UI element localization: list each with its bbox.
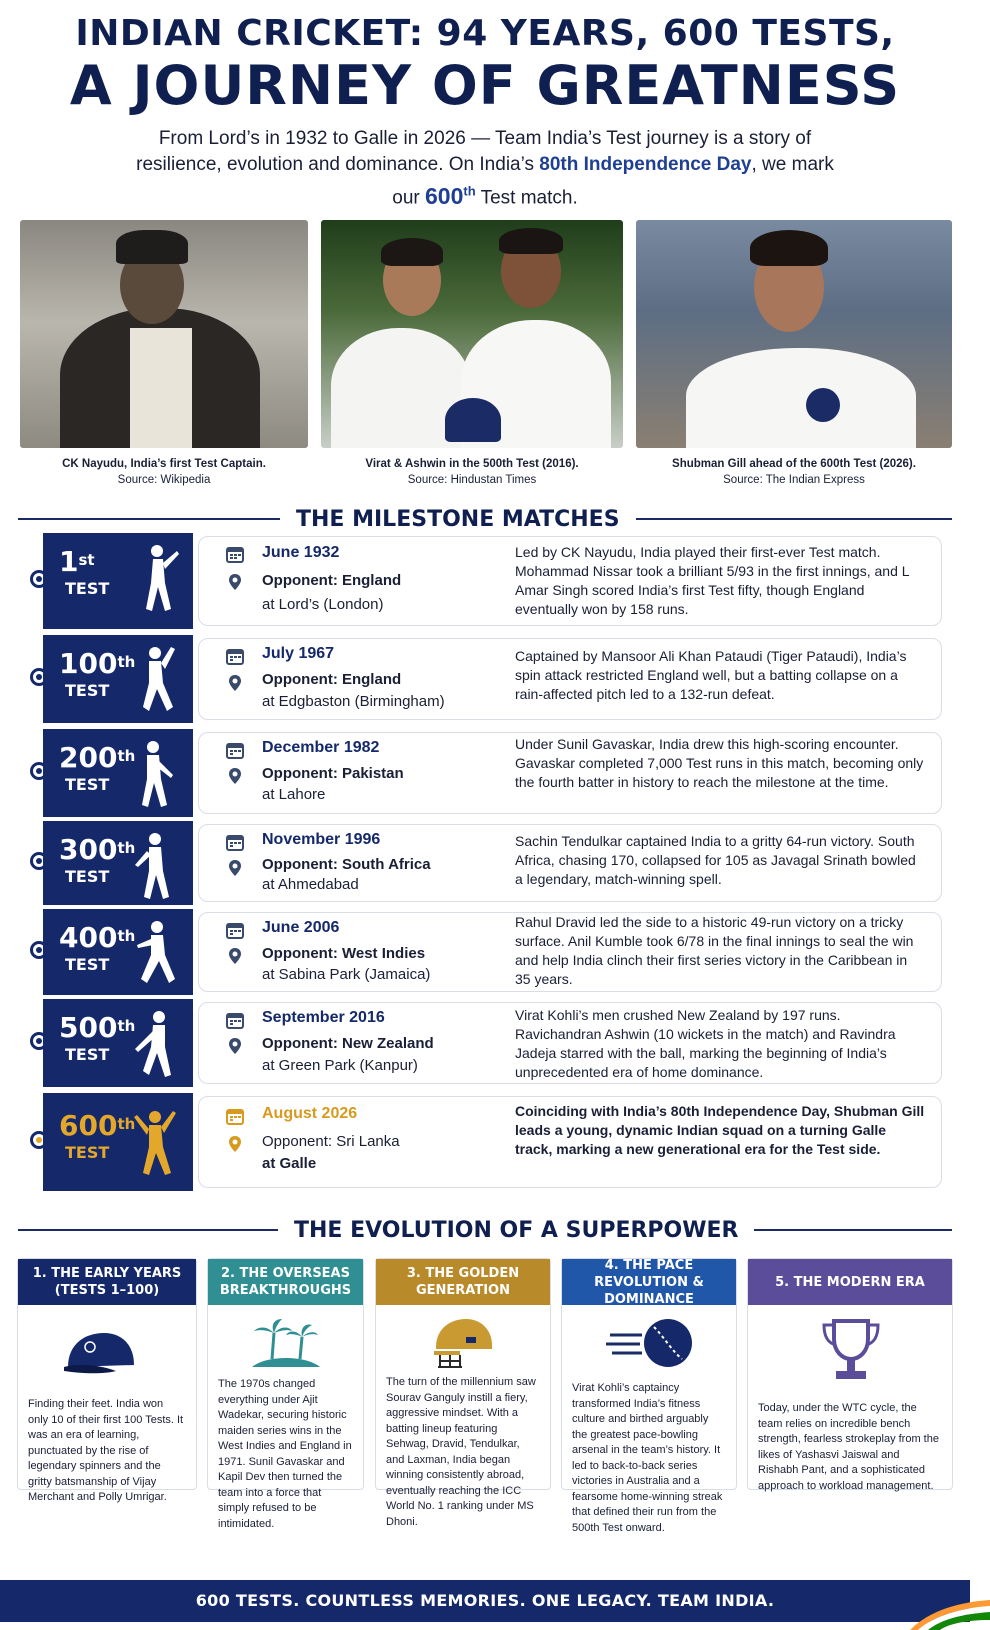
number: 200 [59,741,118,774]
era-card-overseas [207,1258,364,1530]
match-venue: at Lord’s (London) [262,596,384,613]
era-card-early-years [17,1258,197,1503]
batsman-icon [127,739,179,813]
section-title: THE MILESTONE MATCHES [296,506,620,532]
intro-text [125,126,845,212]
badge-number [59,649,135,679]
location-pin-icon [226,947,244,965]
match-opponent: Opponent: Sri Lanka [262,1133,400,1150]
footer-banner [0,1580,970,1622]
match-date: August 2026 [262,1105,358,1122]
photo-ck-nayudu [20,220,308,488]
batting-helmet-icon [430,1317,496,1369]
location-pin-icon [226,1037,244,1055]
number: 300 [59,833,118,866]
caption-source: Source: Hindustan Times [407,474,537,486]
badge-test: TEST [65,1143,110,1162]
calendar-icon [226,545,244,563]
tricolour-flag-icon [900,1590,990,1630]
divider [754,1229,952,1231]
era-card-modern-era [747,1258,953,1490]
intro-part2: , we mark our [392,154,834,209]
badge-test: TEST [65,955,110,974]
match-opponent: Opponent: South Africa [262,856,431,873]
fielder-icon [127,919,179,993]
section-title: THE EVOLUTION OF A SUPERPOWER [294,1217,739,1243]
milestones-heading [18,504,952,534]
photo-image [321,220,623,448]
match-description: Captained by Mansoor Ali Khan Pataudi (Tiger Pataudi), India’s spin attack restricted England well, but a batting collapse on a rain-affected pitch led to a 132-run defeat. [515,648,907,702]
caption-source: Source: Wikipedia [117,474,211,486]
era-title: 4. THE PACE REVOLUTION & DOMINANCE [562,1259,736,1305]
suffix: th [117,839,136,857]
match-venue: at Lahore [262,786,326,803]
suffix: th [117,1115,136,1133]
location-pin-icon [226,767,244,785]
milestone-badge [43,999,193,1087]
badge-number [59,547,95,577]
era-text: The 1970s changed everything under Ajit Wadekar, securing historic maiden series wins in the West Indies and England in 1971. Sunil Gavaskar and Kapil Dev then turned the team into a force that simply refused to be intimidated. [218,1378,352,1530]
suffix: th [117,1017,136,1035]
era-icon-wrap [748,1305,952,1401]
trophy-icon [820,1317,882,1385]
batsman-icon [127,1009,179,1083]
photo-image [20,220,308,448]
photo-caption [636,456,952,488]
milestone-row-400 [30,909,942,995]
photo-shubman-gill [636,220,952,488]
badge-test: TEST [65,1045,110,1064]
match-date: November 1996 [262,831,381,848]
era-title: 2. THE OVERSEAS BREAKTHROUGHS [208,1259,363,1305]
suffix: th [117,653,136,671]
calendar-icon [226,1011,244,1029]
match-date: June 2006 [262,919,340,936]
milestone-badge [43,909,193,995]
era-text: Virat Kohli’s captaincy transformed India’s fitness culture and birthed arguably the greatest pace-bowling arsenal in the team’s history. It led to back-to-back series victories in Australia and a fearsome home-winning streak that defined their run from the 500th Test onward. [572,1382,723,1534]
badge-test: TEST [65,579,110,598]
evolution-columns [17,1257,953,1534]
photo-caption [321,456,623,488]
celebrating-player-icon [127,1107,179,1181]
suffix: th [117,747,136,765]
cricket-cap-icon [60,1329,140,1377]
page-title-line1: INDIAN CRICKET: 94 YEARS, 600 TESTS, [75,13,895,54]
caption-title: Virat & Ashwin in the 500th Test (2016). [365,458,579,470]
badge-number [59,923,135,953]
era-title: 5. THE MODERN ERA [748,1259,952,1305]
match-description: Rahul Dravid led the side to a historic 49-run victory on a tricky surface. Anil Kumble took 6/78 in the final innings to seal the win and help India clinch their first series victory in the Caribbean in 35 years. [515,914,914,987]
number: 500 [59,1011,118,1044]
photo-strip [18,220,952,490]
milestone-row-600 [30,1093,942,1191]
milestone-badge [43,1093,193,1191]
calendar-icon [226,833,244,851]
intro-big-number: 600 [425,182,464,209]
milestone-badge [43,821,193,905]
photo-caption [20,456,308,488]
match-opponent: Opponent: New Zealand [262,1035,434,1052]
photo-virat-ashwin [321,220,623,488]
match-date: June 1932 [262,544,340,561]
match-venue: at Edgbaston (Birmingham) [262,693,445,710]
calendar-icon [226,647,244,665]
caption-title: Shubman Gill ahead of the 600th Test (2026). [672,458,916,470]
badge-number [59,1111,135,1141]
era-icon-wrap [562,1305,736,1381]
match-venue: at Green Park (Kanpur) [262,1057,418,1074]
location-pin-icon [226,674,244,692]
milestone-badge [43,533,193,629]
badge-test: TEST [65,775,110,794]
calendar-icon [226,921,244,939]
era-text: Finding their feet. India won only 10 of their first 100 Tests. It was an era of learning, punctuated by the rise of legendary spinners and the gritty batsmanship of Vijay Merchant and Polly Umrigar. [28,1398,184,1503]
calendar-icon [226,741,244,759]
intro-part1: From Lord’s in 1932 to Galle in 2026 — Team India’s Test journey is a story of resilience, evolution and dominance. On India’s [136,128,812,175]
milestone-row-500 [30,999,942,1087]
era-icon-wrap [376,1305,550,1375]
era-text: Today, under the WTC cycle, the team relies on incredible bench strength, fearless strokeplay from the likes of Yashasvi Jaiswal and Rishabh Pant, and a sophisticated approach to workload management. [758,1402,939,1492]
caption-source: Source: The Indian Express [723,474,865,486]
era-title: 3. THE GOLDEN GENERATION [376,1259,550,1305]
intro-part3: Test match. [475,187,578,209]
number: 600 [59,1109,118,1142]
divider [636,518,952,520]
match-description: Under Sunil Gavaskar, India drew this high-scoring encounter. Gavaskar completed 7,000 Test runs in this match, becoming only the fourth batter in history to reach the milestone at the time. [515,736,924,790]
photo-image [636,220,952,448]
era-title: 1. THE EARLY YEARS (TESTS 1–100) [18,1259,196,1305]
bowler-icon [127,645,179,719]
badge-number [59,743,135,773]
intro-highlight: 80th Independence Day [539,154,752,175]
palm-island-icon [246,1315,326,1375]
header [0,0,970,212]
match-description: Led by CK Nayudu, India played their first-ever Test match. Mohammad Nissar took a brilliant 5/93 in the first innings, and L Amar Singh scored India’s first Test fifty, though England eventually won by 158 runs. [515,544,910,617]
match-venue: at Galle [262,1155,317,1172]
footer-text: 600 TESTS. COUNTLESS MEMORIES. ONE LEGACY. TEAM INDIA. [195,1591,775,1610]
number: 400 [59,921,118,954]
intro-big-sup: th [463,183,476,198]
era-card-pace-revolution [561,1257,737,1534]
match-opponent: Opponent: West Indies [262,945,426,962]
match-description: Sachin Tendulkar captained India to a gritty 64-run victory. South Africa, chasing 170, collapsed for 105 as Javagal Srinath bowled a legendary, match-winning spell. [515,833,916,887]
location-pin-icon [226,573,244,591]
batsman-icon [127,831,179,905]
location-pin-icon [226,1135,244,1153]
match-date: September 2016 [262,1009,385,1026]
suffix: th [117,927,136,945]
suffix: st [78,551,95,569]
milestone-badge [43,729,193,817]
evolution-heading [18,1215,952,1245]
intro-600 [425,183,476,209]
match-venue: at Ahmedabad [262,876,359,893]
match-date: December 1982 [262,739,380,756]
badge-test: TEST [65,681,110,700]
divider [18,518,280,520]
match-opponent: Opponent: England [262,572,402,589]
divider [18,1229,278,1231]
badge-number [59,835,135,865]
milestone-row-200 [30,729,942,817]
match-description: Coinciding with India’s 80th Independence Day, Shubman Gill leads a young, dynamic Indian squad on a turning Galle track, marking a new generational era for the Test side. [515,1103,925,1157]
badge-test: TEST [65,867,110,886]
milestone-row-300 [30,821,942,905]
speeding-ball-icon [606,1317,696,1371]
calendar-icon [226,1107,244,1125]
match-opponent: Opponent: England [262,671,402,688]
page-title-line2: A JOURNEY OF GREATNESS [69,54,901,117]
milestone-badge [43,635,193,723]
era-card-golden-generation [375,1258,551,1528]
batsman-icon [127,543,179,617]
caption-title: CK Nayudu, India’s first Test Captain. [62,458,266,470]
match-date: July 1967 [262,645,335,662]
match-venue: at Sabina Park (Jamaica) [262,966,431,983]
era-icon-wrap [208,1305,363,1377]
location-pin-icon [226,859,244,877]
milestone-row-1 [30,533,942,629]
number: 100 [59,647,118,680]
era-text: The turn of the millennium saw Sourav Ganguly instill a fiery, aggressive mindset. With a batting lineup featuring Sehwag, Dravid, Tendulkar, and Laxman, India began winning consistently abroad, eventually reaching the ICC World No. 1 ranking under MS Dhoni. [386,1376,536,1528]
era-icon-wrap [18,1305,196,1385]
number: 1 [59,545,79,578]
match-description: Virat Kohli’s men crushed New Zealand by 197 runs. Ravichandran Ashwin (10 wickets in the match) and Ravindra Jadeja starred with the ball, marking the beginning of India’s unprecedented era of home dominance. [515,1007,896,1080]
milestone-row-100 [30,635,942,723]
match-opponent: Opponent: Pakistan [262,765,404,782]
badge-number [59,1013,135,1043]
